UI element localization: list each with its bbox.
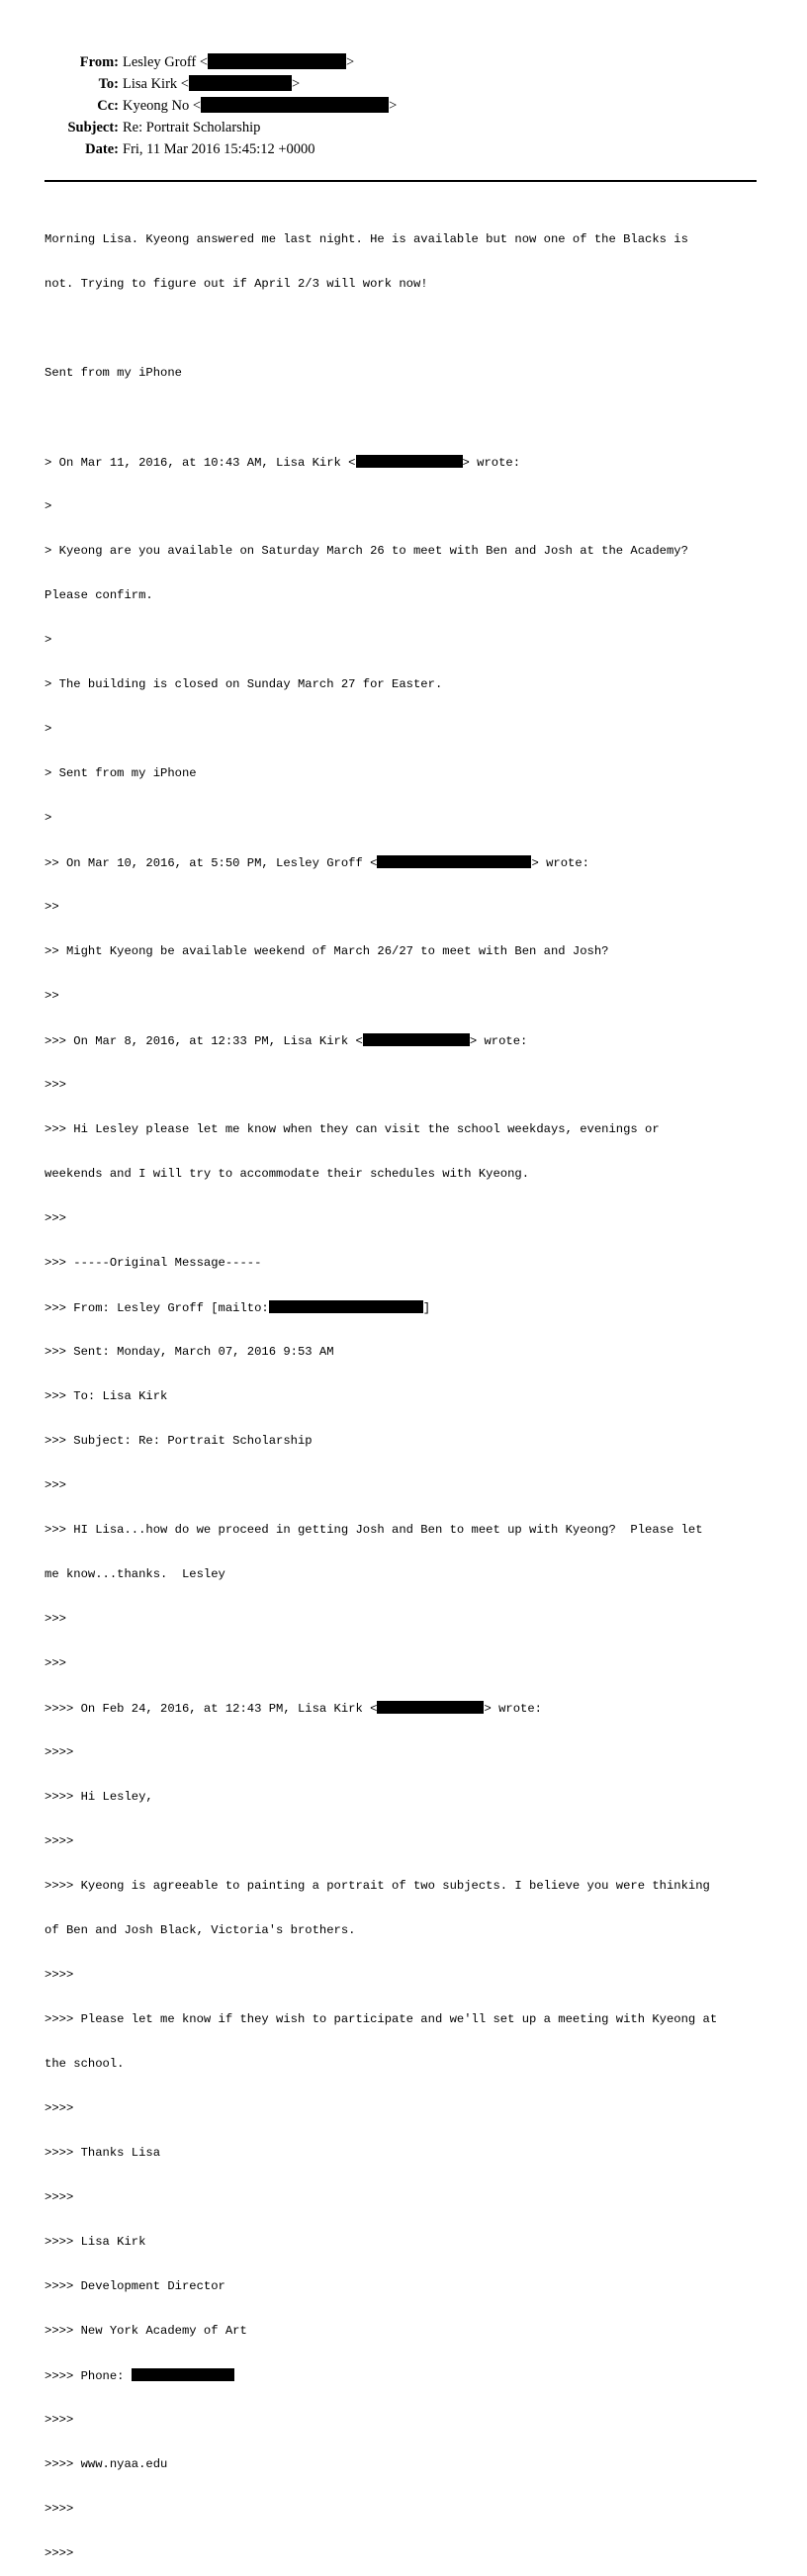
body-line: > The building is closed on Sunday March 27 for Easter. xyxy=(45,677,443,691)
body-line: >>> Subject: Re: Portrait Scholarship xyxy=(45,1434,313,1448)
body-line: >>>> Development Director xyxy=(45,2279,225,2293)
body-line: >> xyxy=(45,989,59,1003)
redaction-bar xyxy=(189,75,292,91)
body-line: >>> xyxy=(45,1211,66,1225)
body-text: >>> On Mar 8, 2016, at 12:33 PM, Lisa Kirk < xyxy=(45,1034,363,1048)
body-line: > xyxy=(45,499,52,513)
email-body xyxy=(45,203,776,2576)
body-line: not. Trying to figure out if April 2/3 will work now! xyxy=(45,277,428,291)
to-label: To: xyxy=(98,76,119,92)
body-line: >>> -----Original Message----- xyxy=(45,1256,262,1270)
body-text: > wrote: xyxy=(462,456,521,470)
body-line: the school. xyxy=(45,2057,125,2071)
redaction-bar xyxy=(377,855,531,868)
body-line: > xyxy=(45,722,52,736)
body-text: > On Mar 11, 2016, at 10:43 AM, Lisa Kirk < xyxy=(45,456,356,470)
body-line: >>>> New York Academy of Art xyxy=(45,2324,247,2338)
subject-row xyxy=(0,117,807,138)
body-line: >>>> xyxy=(45,2413,74,2427)
body-line: >>>> Hi Lesley, xyxy=(45,1790,153,1804)
body-line: >>>> Lisa Kirk xyxy=(45,2235,146,2249)
cc-row xyxy=(0,95,807,117)
to-end: > xyxy=(291,76,301,92)
body-text: >>>> On Feb 24, 2016, at 12:43 PM, Lisa Kirk < xyxy=(45,1702,378,1716)
body-line: > xyxy=(45,811,52,825)
body-line: >>>> xyxy=(45,1745,74,1759)
body-line: Morning Lisa. Kyeong answered me last night. He is available but now one of the Blacks is xyxy=(45,232,688,246)
body-text: > wrote: xyxy=(469,1034,528,1048)
body-line: >>> xyxy=(45,1612,66,1626)
body-line: > Sent from my iPhone xyxy=(45,766,197,780)
body-line: >>> xyxy=(45,1656,66,1670)
redaction-bar xyxy=(363,1033,470,1046)
body-line xyxy=(45,410,776,425)
body-text: ] xyxy=(422,1301,431,1315)
redaction-bar xyxy=(132,2368,234,2381)
redaction-bar xyxy=(201,97,389,113)
body-line: >>> To: Lisa Kirk xyxy=(45,1389,168,1403)
body-line: >>>> xyxy=(45,1834,74,1848)
subject-label: Subject: xyxy=(67,120,119,135)
body-line: me know...thanks. Lesley xyxy=(45,1567,225,1581)
body-line: weekends and I will try to accommodate their schedules with Kyeong. xyxy=(45,1167,530,1181)
body-text: >> On Mar 10, 2016, at 5:50 PM, Lesley Groff < xyxy=(45,856,378,870)
body-line: of Ben and Josh Black, Victoria's brothers. xyxy=(45,1923,356,1937)
body-text: > wrote: xyxy=(484,1702,542,1716)
body-line: >>>> Thanks Lisa xyxy=(45,2146,161,2160)
body-line: >>> HI Lisa...how do we proceed in getting Josh and Ben to meet up with Kyeong? Please let xyxy=(45,1523,703,1537)
from-row xyxy=(0,51,807,73)
body-line: >>>> xyxy=(45,2546,74,2560)
from-label: From: xyxy=(79,54,119,70)
redaction-bar xyxy=(208,53,346,69)
date-row xyxy=(0,138,807,160)
body-line xyxy=(45,455,776,470)
redaction-bar xyxy=(269,1300,423,1313)
body-line: Sent from my iPhone xyxy=(45,366,182,380)
body-line: >> Might Kyeong be available weekend of March 26/27 to meet with Ben and Josh? xyxy=(45,944,609,958)
body-line xyxy=(45,1701,776,1716)
cc-value xyxy=(123,95,397,117)
body-line: Please confirm. xyxy=(45,588,153,602)
from-name: Lesley Groff < xyxy=(123,54,209,70)
body-line: >>>> Kyeong is agreeable to painting a portrait of two subjects. I believe you were thinking xyxy=(45,1879,710,1893)
body-line: >>>> xyxy=(45,2101,74,2115)
body-line: >>>> xyxy=(45,2190,74,2204)
subject-value: Re: Portrait Scholarship xyxy=(123,120,261,135)
body-line xyxy=(45,1033,776,1048)
date-value: Fri, 11 Mar 2016 15:45:12 +0000 xyxy=(123,141,315,157)
cc-name: Kyeong No < xyxy=(123,98,202,114)
body-line: >>>> www.nyaa.edu xyxy=(45,2457,168,2471)
cc-end: > xyxy=(389,98,398,114)
redaction-bar xyxy=(356,455,463,468)
cc-label: Cc: xyxy=(97,98,119,114)
body-line xyxy=(45,321,776,336)
body-text: >>> From: Lesley Groff [mailto: xyxy=(45,1301,269,1315)
body-line: >> xyxy=(45,900,59,914)
body-line: >>> xyxy=(45,1078,66,1092)
to-name: Lisa Kirk < xyxy=(123,76,189,92)
body-line: >>>> xyxy=(45,1968,74,1982)
date-label: Date: xyxy=(85,141,119,157)
body-line xyxy=(45,2368,776,2383)
redaction-bar xyxy=(377,1701,484,1714)
body-line: >>> xyxy=(45,1478,66,1492)
body-line: > xyxy=(45,633,52,647)
from-value xyxy=(123,51,354,73)
body-line: >>>> xyxy=(45,2502,74,2516)
body-line xyxy=(45,855,776,870)
body-line: >>> Hi Lesley please let me know when they can visit the school weekdays, evenings or xyxy=(45,1122,660,1136)
body-text: >>>> Phone: xyxy=(45,2369,132,2383)
body-text: > wrote: xyxy=(531,856,589,870)
from-end: > xyxy=(346,54,355,70)
email-header xyxy=(0,51,807,160)
header-divider xyxy=(45,180,757,182)
body-line: >>>> Please let me know if they wish to participate and we'll set up a meeting with Kyeong at xyxy=(45,2012,718,2026)
body-line xyxy=(45,1300,776,1315)
to-value xyxy=(123,73,300,95)
body-line: > Kyeong are you available on Saturday March 26 to meet with Ben and Josh at the Academy? xyxy=(45,544,688,558)
to-row xyxy=(0,73,807,95)
body-line: >>> Sent: Monday, March 07, 2016 9:53 AM xyxy=(45,1345,334,1359)
